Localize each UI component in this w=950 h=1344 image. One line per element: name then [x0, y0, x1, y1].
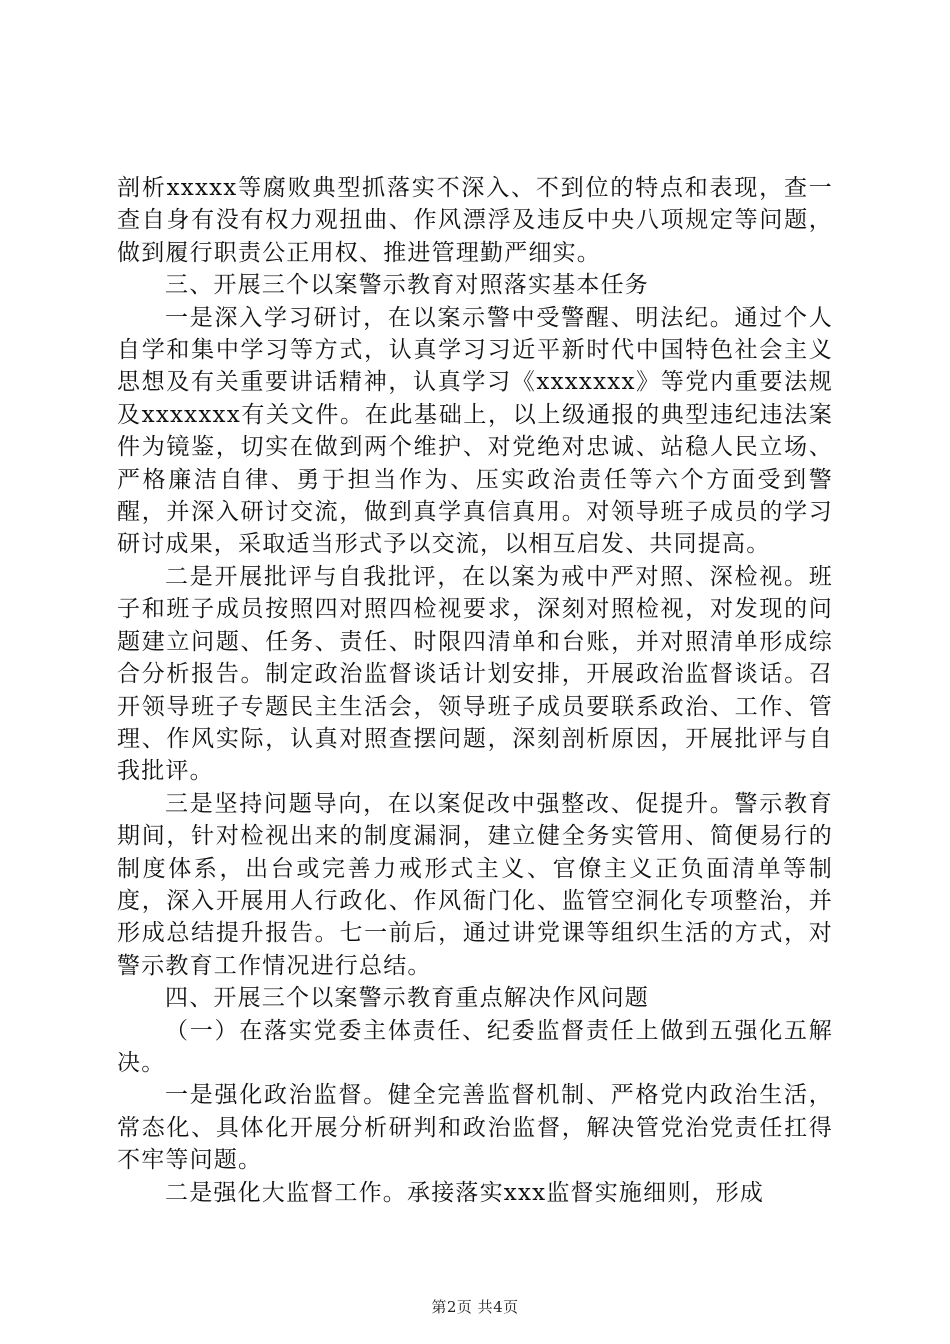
- paragraph-item-1: 一是强化政治监督。健全完善监督机制、严格党内政治生活，常态化、具体化开展分析研判和政治监督，解决管党治党责任扛得不牢等问题。: [117, 1082, 833, 1174]
- document-body: [117, 172, 833, 1209]
- paragraph-task-3: 三是坚持问题导向，在以案促改中强整改、促提升。警示教育期间，针对检视出来的制度漏洞，建立健全务实管用、简便易行的制度体系，出台或完善力戒形式主义、官僚主义正负面清单等制度，深入开展用人行政化、作风衙门化、监管空洞化专项整治，并形成总结提升报告。七一前后，通过讲党课等组织生活的方式，对警示教育工作情况进行总结。: [117, 790, 833, 979]
- page-number-footer: 第2页 共4页: [431, 1298, 519, 1316]
- section-heading-4: 四、开展三个以案警示教育重点解决作风问题: [165, 985, 649, 1012]
- subsection-heading-1: （一）在落实党委主体责任、纪委监督责任上做到五强化五解决。: [117, 1017, 833, 1076]
- paragraph-item-2: 二是强化大监督工作。承接落实xxx监督实施细则，形成: [165, 1179, 765, 1206]
- paragraph-task-2: 二是开展批评与自我批评，在以案为戒中严对照、深检视。班子和班子成员按照四对照四检视要求，深刻对照检视，对发现的问题建立问题、任务、责任、时限四清单和台账，并对照清单形成综合分析报告。制定政治监督谈话计划安排，开展政治监督谈话。召开领导班子专题民主生活会，领导班子成员要联系政治、工作、管理、作风实际，认真对照查摆问题，深刻剖析原因，开展批评与自我批评。: [117, 563, 833, 785]
- section-heading-3: 三、开展三个以案警示教育对照落实基本任务: [165, 272, 649, 299]
- paragraph-continuation: 剖析xxxxx等腐败典型抓落实不深入、不到位的特点和表现，查一查自身有没有权力观扭曲、作风漂浮及违反中央八项规定等问题，做到履行职责公正用权、推进管理勤严细实。: [117, 175, 833, 266]
- paragraph-task-1: 一是深入学习研讨，在以案示警中受警醒、明法纪。通过个人自学和集中学习等方式，认真学习习近平新时代中国特色社会主义思想及有关重要讲话精神，认真学习《xxxxxxx》等党内重要法规及xxxxxxx有关文件。在此基础上，以上级通报的典型违纪违法案件为镜鉴，切实在做到两个维护、对党绝对忠诚、站稳人民立场、严格廉洁自律、勇于担当作为、压实政治责任等六个方面受到警醒，并深入研讨交流，做到真学真信真用。对领导班子成员的学习研讨成果，采取适当形式予以交流，以相互启发、共同提高。: [117, 304, 833, 558]
